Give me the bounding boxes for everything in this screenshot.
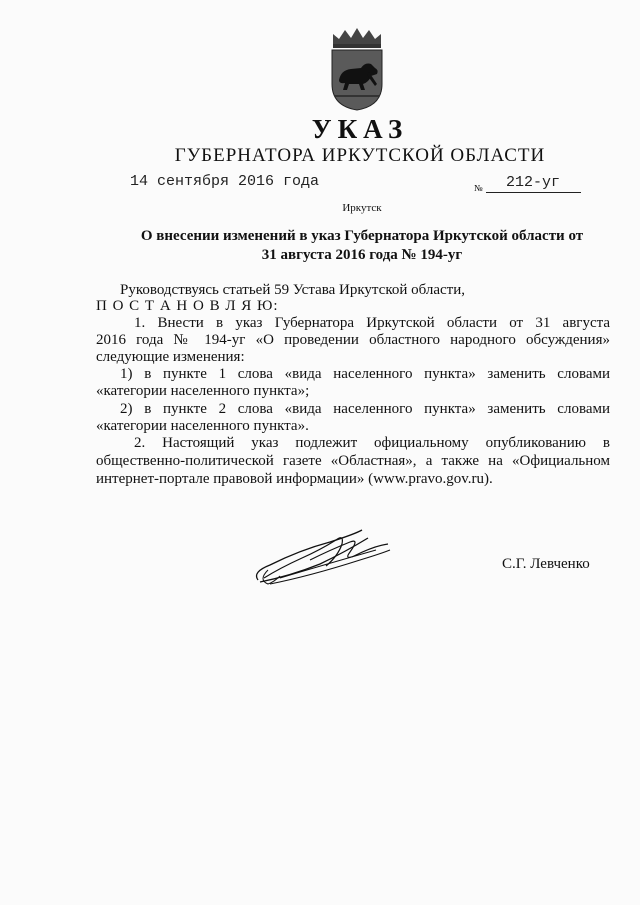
body-line: общественно-политической газете «Областная», а также на «Официальном: [96, 453, 610, 469]
body-line: «категории населенного пункта».: [96, 418, 309, 434]
body-line: 2016 года № 194-уг «О проведении областного народного обсуждения»: [96, 332, 610, 348]
body-line: интернет-портале правовой информации» (www.pravo.gov.ru).: [96, 471, 493, 487]
body-line: П О С Т А Н О В Л Я Ю:: [96, 298, 279, 314]
irkutsk-coat-of-arms-icon: [325, 26, 389, 112]
document-subtitle: ГУБЕРНАТОРА ИРКУТСКОЙ ОБЛАСТИ: [174, 145, 546, 166]
body-line: Руководствуясь статьей 59 Устава Иркутской области,: [120, 282, 466, 298]
number-label: №: [474, 183, 483, 193]
document-city: Иркутск: [342, 202, 382, 214]
document-number: 212-уг: [506, 174, 561, 191]
body-line: «категории населенного пункта»;: [96, 383, 310, 399]
document-heading-line-2: 31 августа 2016 года № 194-уг: [261, 247, 463, 263]
document-date: 14 сентября 2016 года: [130, 173, 320, 190]
body-line: следующие изменения:: [96, 349, 245, 365]
body-line: 2. Настоящий указ подлежит официальному опубликованию в: [134, 435, 610, 451]
handwritten-signature-icon: [250, 520, 400, 595]
body-line: 1) в пункте 1 слова «вида населенного пункта» заменить словами: [120, 366, 610, 382]
signatory-name: С.Г. Левченко: [502, 556, 590, 572]
document-heading-line-1: О внесении изменений в указ Губернатора Иркутской области от: [140, 228, 584, 244]
document-title: УКАЗ: [311, 114, 409, 144]
body-line: 1. Внести в указ Губернатора Иркутской области от 31 августа: [134, 315, 610, 331]
body-line: 2) в пункте 2 слова «вида населенного пункта» заменить словами: [120, 401, 610, 417]
number-underline: [486, 192, 581, 193]
